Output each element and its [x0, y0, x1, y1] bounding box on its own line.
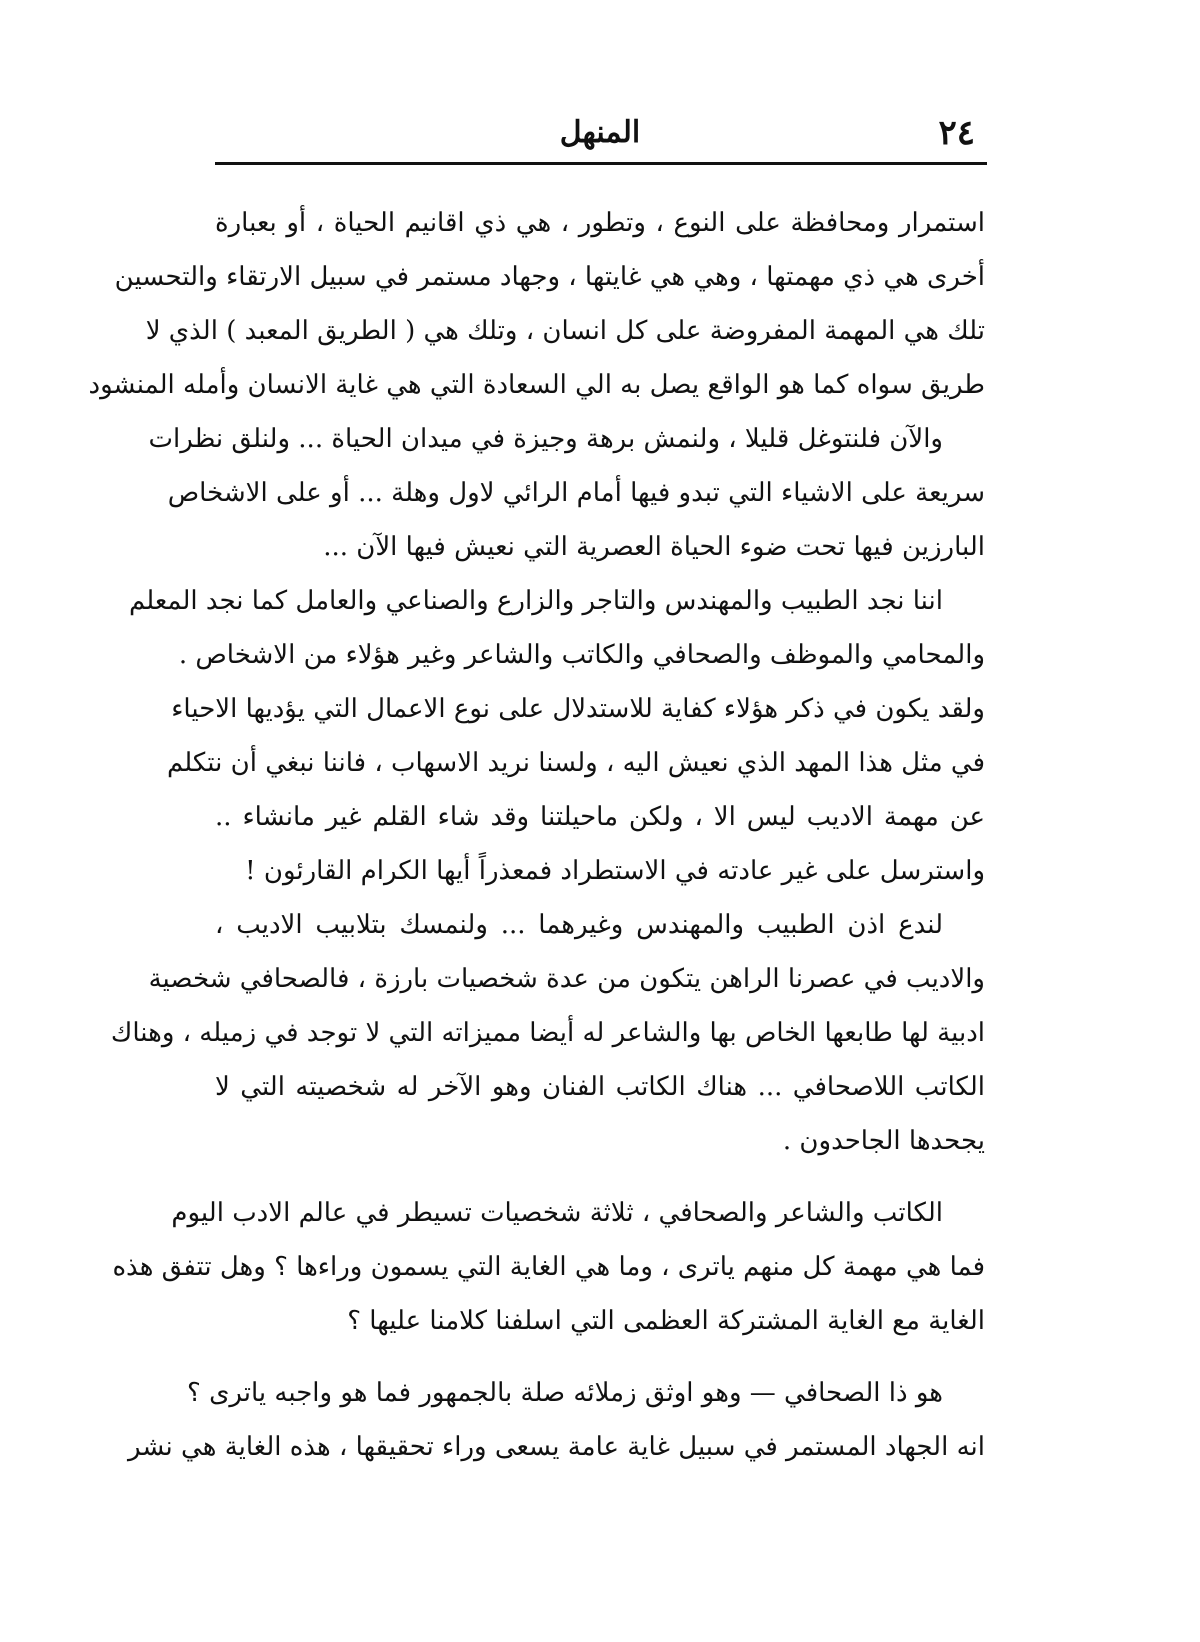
text-line: الكاتب والشاعر والصحافي ، ثلاثة شخصيات تسيطر في عالم الادب اليوم: [171, 1198, 943, 1228]
text-line: والمحامي والموظف والصحافي والكاتب والشاعر وغير هؤلاء من الاشخاص .: [178, 640, 985, 670]
paragraph-3: [128, 574, 985, 682]
paragraph-2: [148, 412, 985, 574]
text-line: أخرى هي ذي مهمتها ، وهي هي غايتها ، وجهاد مستمر في سبيل الارتقاء والتحسين: [114, 262, 985, 292]
page-number: ٢٤: [938, 113, 975, 153]
paragraph-4: [167, 682, 986, 898]
text-line: لندع اذن الطبيب والمهندس وغيرهما ... ولنمسك بتلابيب الاديب ،: [215, 910, 943, 940]
article-body: [88, 196, 986, 1474]
text-line: الكاتب اللاصحافي ... هناك الكاتب الفنان وهو الآخر له شخصيته التي لا: [215, 1072, 985, 1102]
text-line: استمرار ومحافظة على النوع ، وتطور ، هي ذي اقانيم الحياة ، أو بعبارة: [215, 208, 985, 238]
text-line: سريعة على الاشياء التي تبدو فيها أمام الرائي لاول وهلة ... أو على الاشخاص: [167, 478, 985, 508]
text-line: في مثل هذا المهد الذي نعيش اليه ، ولسنا نريد الاسهاب ، فاننا نبغي أن نتكلم: [167, 748, 985, 778]
running-title: المنهل: [559, 115, 641, 150]
text-line: عن مهمة الاديب ليس الا ، ولكن ماحيلتنا وقد شاء القلم غير مانشاء ..: [215, 802, 986, 832]
header-rule: [215, 162, 987, 165]
text-line: والاديب في عصرنا الراهن يتكون من عدة شخصيات بارزة ، فالصحافي شخصية: [148, 964, 985, 994]
text-line: البارزين فيها تحت ضوء الحياة العصرية التي نعيش فيها الآن ...: [323, 532, 985, 562]
paragraph-7: [128, 1366, 985, 1474]
text-line: اننا نجد الطبيب والمهندس والتاجر والزارع والصناعي والعامل كما نجد المعلم: [128, 586, 943, 616]
page-header: [215, 108, 985, 158]
text-line: هو ذا الصحافي — وهو اوثق زملائه صلة بالجمهور فما هو واجبه ياترى ؟: [187, 1378, 943, 1408]
paragraph-gap: [215, 1348, 985, 1366]
paragraph-5: [110, 898, 985, 1168]
text-line: واسترسل على غير عادته في الاستطراد فمعذراً أيها الكرام القارئون !: [245, 856, 985, 886]
text-line: ادبية لها طابعها الخاص بها والشاعر له أيضا مميزاته التي لا توجد في زميله ، وهناك: [110, 1018, 985, 1048]
text-line: فما هي مهمة كل منهم ياترى ، وما هي الغاية التي يسمون وراءها ؟ وهل تتفق هذه: [112, 1252, 985, 1282]
text-line: الغاية مع الغاية المشتركة العظمى التي اسلفنا كلامنا عليها ؟: [347, 1306, 985, 1336]
paragraph-gap: [215, 1168, 985, 1186]
text-line: يجحدها الجاحدون .: [782, 1126, 985, 1156]
text-line: طريق سواه كما هو الواقع يصل به الي السعادة التي هي غاية الانسان وأمله المنشود: [88, 370, 985, 400]
text-line: انه الجهاد المستمر في سبيل غاية عامة يسعى وراء تحقيقها ، هذه الغاية هي نشر: [128, 1432, 985, 1462]
text-line: والآن فلنتوغل قليلا ، ولنمش برهة وجيزة في ميدان الحياة ... ولنلق نظرات: [148, 424, 943, 454]
text-line: ولقد يكون في ذكر هؤلاء كفاية للاستدلال على نوع الاعمال التي يؤديها الاحياء: [171, 694, 985, 724]
paragraph-1: [88, 196, 985, 412]
paragraph-6: [112, 1186, 985, 1348]
text-line: تلك هي المهمة المفروضة على كل انسان ، وتلك هي ( الطريق المعبد ) الذي لا: [145, 316, 985, 346]
